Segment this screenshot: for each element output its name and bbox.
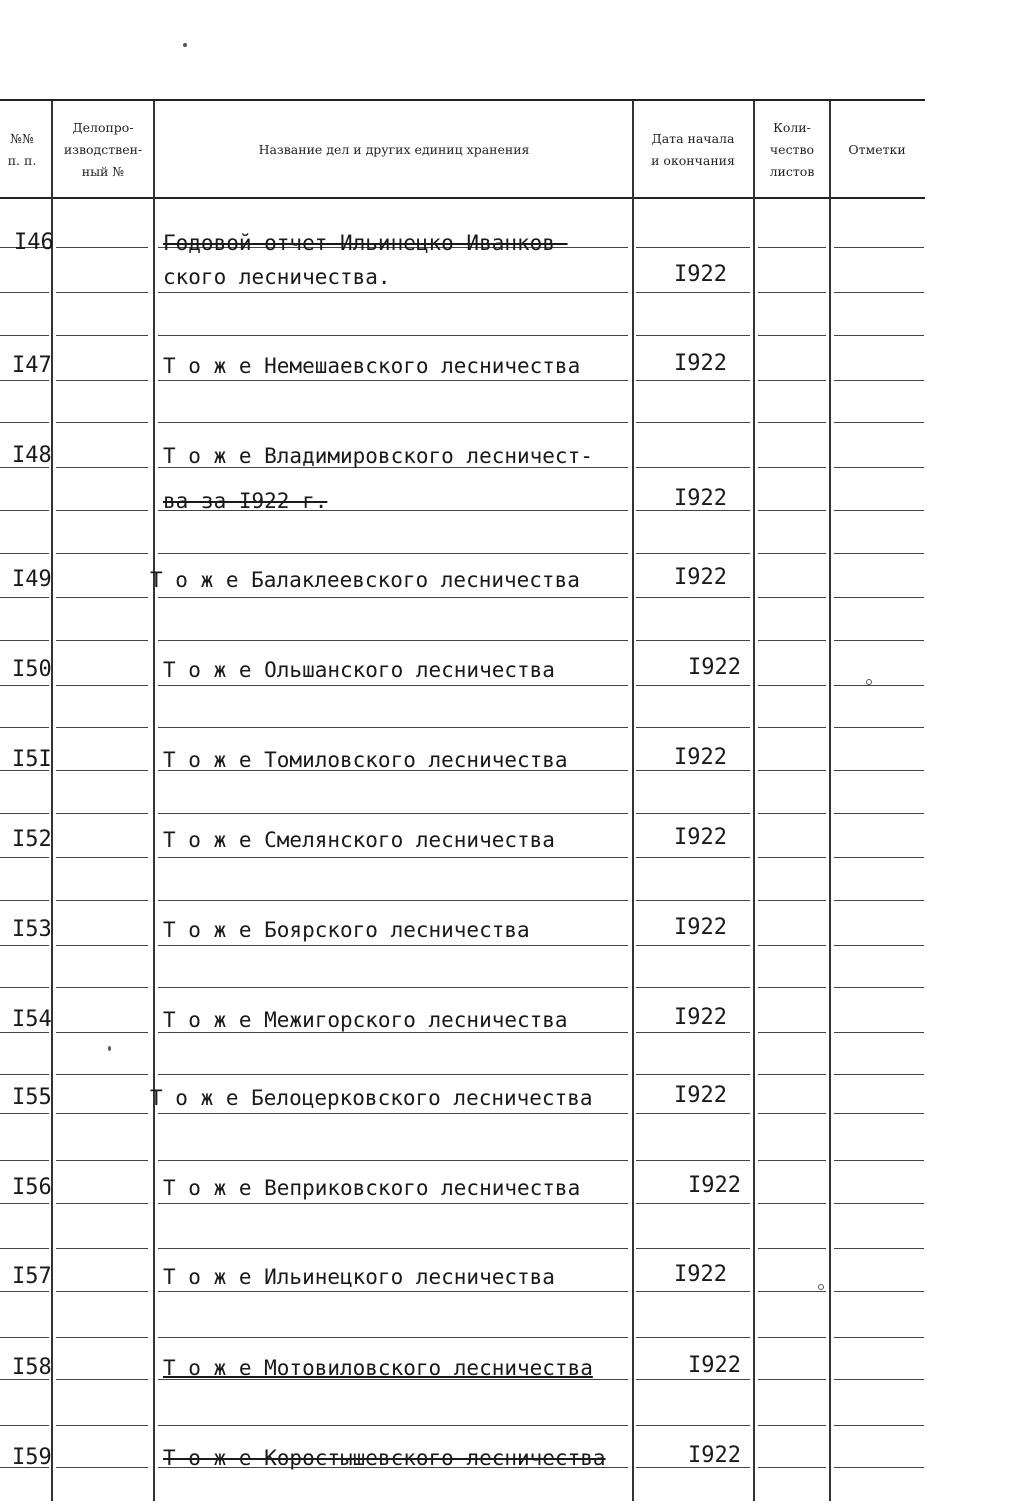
row-underline bbox=[636, 1248, 750, 1249]
row-underline bbox=[834, 640, 924, 641]
column-divider bbox=[829, 101, 831, 1501]
row-underline bbox=[834, 553, 924, 554]
row-underline bbox=[56, 1203, 148, 1204]
row-underline bbox=[0, 1248, 49, 1249]
row-underline bbox=[0, 900, 49, 901]
item-title: Т о ж е Ольшанского лесничества bbox=[163, 658, 555, 682]
row-underline bbox=[56, 1425, 148, 1426]
row-underline bbox=[636, 597, 750, 598]
item-number: I55 bbox=[12, 1085, 52, 1110]
item-number: I54 bbox=[12, 1007, 52, 1032]
scan-speck bbox=[108, 1046, 111, 1051]
item-title: Т о ж е Смелянского лесничества bbox=[163, 828, 555, 852]
item-date: I922 bbox=[674, 1262, 727, 1287]
item-title: Т о ж е Балаклеевского лесничества bbox=[150, 568, 580, 592]
row-underline bbox=[834, 1160, 924, 1161]
row-underline bbox=[0, 292, 49, 293]
row-underline bbox=[636, 1291, 750, 1292]
row-underline bbox=[636, 467, 750, 468]
row-underline bbox=[834, 380, 924, 381]
row-underline bbox=[636, 1113, 750, 1114]
row-underline bbox=[0, 945, 49, 946]
row-underline bbox=[834, 1425, 924, 1426]
item-title-continued: ва за I922 г. bbox=[163, 489, 328, 513]
item-title-continued: ского лесничества. bbox=[163, 265, 391, 289]
row-underline bbox=[834, 685, 924, 686]
row-underline bbox=[834, 467, 924, 468]
row-underline bbox=[636, 422, 750, 423]
row-underline bbox=[158, 857, 628, 858]
row-underline bbox=[0, 510, 49, 511]
item-title: Т о ж е Владимировского лесничест- bbox=[163, 444, 593, 468]
row-underline bbox=[636, 1379, 750, 1380]
row-underline bbox=[158, 945, 628, 946]
scan-speck bbox=[818, 1284, 824, 1290]
scan-speck bbox=[183, 43, 187, 47]
header-top-rule bbox=[0, 99, 925, 101]
row-underline bbox=[158, 1337, 628, 1338]
row-underline bbox=[56, 467, 148, 468]
row-underline bbox=[158, 380, 628, 381]
row-underline bbox=[758, 1291, 826, 1292]
row-underline bbox=[158, 685, 628, 686]
row-underline bbox=[56, 422, 148, 423]
row-underline bbox=[834, 247, 924, 248]
row-underline bbox=[758, 247, 826, 248]
row-underline bbox=[758, 422, 826, 423]
row-underline bbox=[0, 335, 49, 336]
row-underline bbox=[758, 553, 826, 554]
row-underline bbox=[758, 467, 826, 468]
row-underline bbox=[834, 770, 924, 771]
row-underline bbox=[56, 1113, 148, 1114]
item-number: I57 bbox=[12, 1264, 52, 1289]
item-title: Т о ж е Межигорского лесничества bbox=[163, 1008, 568, 1032]
row-underline bbox=[56, 335, 148, 336]
row-underline bbox=[758, 1467, 826, 1468]
row-underline bbox=[158, 987, 628, 988]
item-date: I922 bbox=[674, 565, 727, 590]
row-underline bbox=[758, 987, 826, 988]
row-underline bbox=[0, 553, 49, 554]
row-underline bbox=[834, 1248, 924, 1249]
row-underline bbox=[0, 640, 49, 641]
row-underline bbox=[758, 857, 826, 858]
row-underline bbox=[158, 813, 628, 814]
row-underline bbox=[758, 1160, 826, 1161]
item-date: I922 bbox=[674, 825, 727, 850]
item-date: I922 bbox=[674, 915, 727, 940]
row-underline bbox=[636, 1074, 750, 1075]
item-title: Т о ж е Ильинецкого лесничества bbox=[163, 1265, 555, 1289]
row-underline bbox=[158, 727, 628, 728]
row-underline bbox=[758, 335, 826, 336]
row-underline bbox=[834, 292, 924, 293]
header-col-number: №№ п. п. bbox=[7, 131, 37, 168]
row-underline bbox=[158, 292, 628, 293]
item-title: Т о ж е Немешаевского лесничества bbox=[163, 354, 581, 378]
header-col-office-number: Делопро- изводствен- ный № bbox=[63, 120, 143, 179]
row-underline bbox=[758, 945, 826, 946]
row-underline bbox=[0, 597, 49, 598]
row-underline bbox=[158, 1160, 628, 1161]
row-underline bbox=[834, 1203, 924, 1204]
item-date: I922 bbox=[688, 1443, 741, 1468]
row-underline bbox=[56, 1337, 148, 1338]
item-title: Т о ж е Веприковского лесничества bbox=[163, 1176, 581, 1200]
column-divider bbox=[632, 101, 634, 1501]
row-underline bbox=[636, 1203, 750, 1204]
row-underline bbox=[158, 1203, 628, 1204]
row-underline bbox=[758, 510, 826, 511]
row-underline bbox=[56, 640, 148, 641]
row-underline bbox=[0, 1291, 49, 1292]
row-underline bbox=[56, 945, 148, 946]
item-date: I922 bbox=[674, 745, 727, 770]
row-underline bbox=[56, 380, 148, 381]
row-underline bbox=[0, 380, 49, 381]
row-underline bbox=[0, 1160, 49, 1161]
row-underline bbox=[158, 1074, 628, 1075]
row-underline bbox=[758, 1337, 826, 1338]
row-underline bbox=[56, 1291, 148, 1292]
row-underline bbox=[0, 1203, 49, 1204]
item-title: Т о ж е Коростышевского лесничества bbox=[163, 1446, 606, 1470]
item-title: Т о ж е Мотовиловского лесничества bbox=[163, 1356, 593, 1380]
row-underline bbox=[834, 813, 924, 814]
row-underline bbox=[636, 1337, 750, 1338]
row-underline bbox=[636, 640, 750, 641]
row-underline bbox=[0, 727, 49, 728]
row-underline bbox=[636, 335, 750, 336]
item-date: I922 bbox=[688, 655, 741, 680]
row-underline bbox=[758, 813, 826, 814]
row-underline bbox=[0, 1074, 49, 1075]
row-underline bbox=[158, 900, 628, 901]
row-underline bbox=[758, 1425, 826, 1426]
row-underline bbox=[834, 900, 924, 901]
row-underline bbox=[758, 685, 826, 686]
row-underline bbox=[758, 1203, 826, 1204]
row-underline bbox=[636, 1032, 750, 1033]
item-date: I922 bbox=[688, 1353, 741, 1378]
row-underline bbox=[56, 1467, 148, 1468]
item-number: I59 bbox=[12, 1445, 52, 1470]
item-number: I5I bbox=[12, 747, 52, 772]
header-col-sheets: Коли- чество листов bbox=[769, 120, 815, 179]
item-date: I922 bbox=[674, 486, 727, 511]
row-underline bbox=[834, 857, 924, 858]
item-number: I58 bbox=[12, 1355, 52, 1380]
item-title: Т о ж е Белоцерковского лесничества bbox=[150, 1086, 593, 1110]
row-underline bbox=[56, 1032, 148, 1033]
row-underline bbox=[758, 1074, 826, 1075]
row-underline bbox=[636, 857, 750, 858]
row-underline bbox=[758, 1379, 826, 1380]
row-underline bbox=[158, 1248, 628, 1249]
row-underline bbox=[158, 553, 628, 554]
row-underline bbox=[834, 1337, 924, 1338]
row-underline bbox=[834, 1379, 924, 1380]
item-number: I56 bbox=[12, 1175, 52, 1200]
item-date: I922 bbox=[674, 1083, 727, 1108]
row-underline bbox=[758, 292, 826, 293]
row-underline bbox=[0, 1337, 49, 1338]
row-underline bbox=[834, 987, 924, 988]
row-underline bbox=[56, 770, 148, 771]
item-number: I53 bbox=[12, 917, 52, 942]
row-underline bbox=[636, 987, 750, 988]
row-underline bbox=[158, 1425, 628, 1426]
item-number: I48 bbox=[12, 443, 52, 468]
scan-speck bbox=[866, 679, 872, 685]
column-divider bbox=[153, 101, 155, 1501]
column-divider bbox=[51, 101, 53, 1501]
item-title: Т о ж е Томиловского лесничества bbox=[163, 748, 568, 772]
row-underline bbox=[636, 1160, 750, 1161]
row-underline bbox=[834, 945, 924, 946]
row-underline bbox=[0, 1113, 49, 1114]
row-underline bbox=[636, 292, 750, 293]
row-underline bbox=[56, 900, 148, 901]
item-number: I47 bbox=[12, 353, 52, 378]
header-bottom-rule bbox=[0, 197, 925, 199]
item-number: I49 bbox=[12, 567, 52, 592]
row-underline bbox=[56, 247, 148, 248]
row-underline bbox=[636, 900, 750, 901]
item-date: I922 bbox=[674, 1005, 727, 1030]
row-underline bbox=[636, 553, 750, 554]
row-underline bbox=[834, 597, 924, 598]
header-col-title: Название дел и других единиц хранения bbox=[258, 142, 530, 157]
item-title: Т о ж е Боярского лесничества bbox=[163, 918, 530, 942]
row-underline bbox=[56, 292, 148, 293]
row-underline bbox=[834, 422, 924, 423]
row-underline bbox=[636, 727, 750, 728]
header-col-dates: Дата начала и окончания bbox=[651, 131, 735, 168]
header-col-notes: Отметки bbox=[848, 142, 906, 157]
row-underline bbox=[758, 1113, 826, 1114]
row-underline bbox=[0, 685, 49, 686]
row-underline bbox=[56, 1379, 148, 1380]
row-underline bbox=[158, 640, 628, 641]
row-underline bbox=[636, 945, 750, 946]
row-underline bbox=[56, 1160, 148, 1161]
row-underline bbox=[56, 597, 148, 598]
row-underline bbox=[834, 335, 924, 336]
row-underline bbox=[56, 510, 148, 511]
row-underline bbox=[834, 1032, 924, 1033]
row-underline bbox=[758, 380, 826, 381]
row-underline bbox=[56, 685, 148, 686]
row-underline bbox=[56, 857, 148, 858]
row-underline bbox=[758, 1248, 826, 1249]
item-date: I922 bbox=[674, 262, 727, 287]
row-underline bbox=[0, 987, 49, 988]
row-underline bbox=[158, 1113, 628, 1114]
row-underline bbox=[56, 1074, 148, 1075]
row-underline bbox=[758, 640, 826, 641]
row-underline bbox=[636, 1425, 750, 1426]
row-underline bbox=[0, 422, 49, 423]
row-underline bbox=[0, 1425, 49, 1426]
item-number: I52 bbox=[12, 827, 52, 852]
row-underline bbox=[0, 813, 49, 814]
row-underline bbox=[758, 1032, 826, 1033]
item-number: I50 bbox=[12, 657, 52, 682]
row-underline bbox=[56, 727, 148, 728]
row-underline bbox=[758, 770, 826, 771]
row-underline bbox=[834, 1467, 924, 1468]
row-underline bbox=[56, 553, 148, 554]
row-underline bbox=[56, 1248, 148, 1249]
row-underline bbox=[56, 813, 148, 814]
row-underline bbox=[758, 597, 826, 598]
row-underline bbox=[834, 510, 924, 511]
row-underline bbox=[636, 247, 750, 248]
row-underline bbox=[834, 727, 924, 728]
row-underline bbox=[56, 987, 148, 988]
row-underline bbox=[834, 1113, 924, 1114]
item-number: I46 bbox=[14, 230, 54, 255]
row-underline bbox=[158, 422, 628, 423]
row-underline bbox=[834, 1291, 924, 1292]
row-underline bbox=[834, 1074, 924, 1075]
row-underline bbox=[636, 380, 750, 381]
row-underline bbox=[158, 597, 628, 598]
item-title: Годовой отчет Ильинецко-Иванков- bbox=[163, 231, 568, 255]
row-underline bbox=[758, 727, 826, 728]
item-date: I922 bbox=[688, 1173, 741, 1198]
row-underline bbox=[158, 1291, 628, 1292]
row-underline bbox=[758, 900, 826, 901]
item-date: I922 bbox=[674, 351, 727, 376]
row-underline bbox=[636, 685, 750, 686]
column-divider bbox=[753, 101, 755, 1501]
row-underline bbox=[636, 813, 750, 814]
row-underline bbox=[0, 857, 49, 858]
row-underline bbox=[158, 335, 628, 336]
